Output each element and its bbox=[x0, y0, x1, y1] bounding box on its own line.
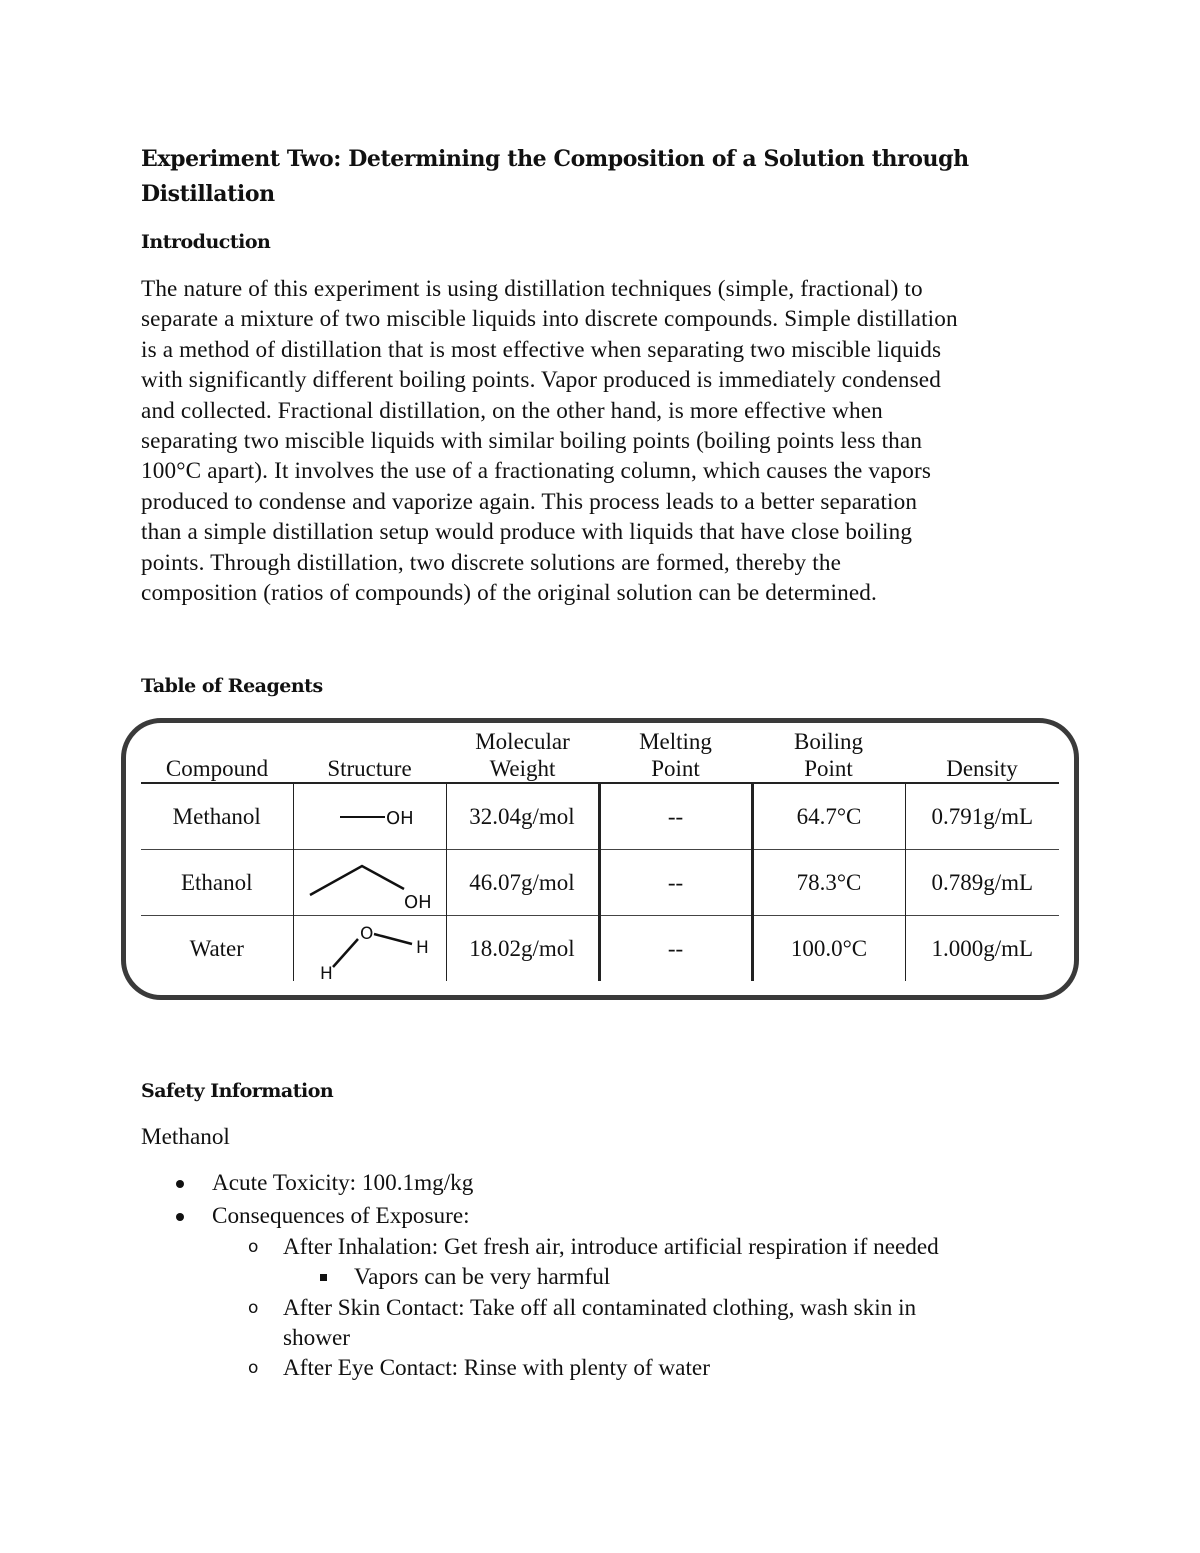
list-item: Acute Toxicity: 100.1mg/kg bbox=[141, 1168, 1081, 1198]
safety-heading: Safety Information bbox=[141, 1080, 334, 1102]
cell-compound: Water bbox=[141, 916, 293, 982]
cell-density: 0.789g/mL bbox=[905, 850, 1059, 916]
cell-boiling-point: 100.0°C bbox=[752, 916, 905, 982]
intro-line: with significantly different boiling points. Vapor produced is immediately condensed bbox=[141, 367, 941, 394]
inhalation-sublist bbox=[283, 1262, 1081, 1292]
header-boiling-point: Boiling Point bbox=[752, 724, 905, 783]
water-structure-icon bbox=[300, 917, 440, 981]
svg-text:OH: OH bbox=[403, 891, 432, 913]
list-item: o After Eye Contact: Rinse with plenty of water bbox=[212, 1353, 1081, 1383]
intro-line: 100°C apart). It involves the use of a fractionating column, which causes the vapors bbox=[141, 458, 932, 485]
safety-list bbox=[141, 1168, 1081, 1384]
introduction-heading: Introduction bbox=[141, 231, 271, 253]
intro-line: separate a mixture of two miscible liquids into discrete compounds. Simple distillation bbox=[141, 306, 958, 333]
intro-line: and collected. Fractional distillation, on the other hand, is more effective when bbox=[141, 397, 883, 424]
cell-compound: Ethanol bbox=[141, 850, 293, 916]
document-title: Experiment Two: Determining the Composition of a Solution through Distillation bbox=[141, 146, 969, 207]
list-item: o After Inhalation: Get fresh air, introduce artificial respiration if needed Vapors can be very harmful bbox=[212, 1232, 1081, 1293]
intro-line: produced to condense and vaporize again. This process leads to a better separation bbox=[141, 488, 918, 515]
cell-melting-point: -- bbox=[599, 916, 752, 982]
cell-boiling-point: 64.7°C bbox=[752, 783, 905, 850]
svg-text:H: H bbox=[415, 937, 429, 958]
cell-structure bbox=[293, 916, 446, 982]
table-row bbox=[141, 916, 1059, 982]
list-item: Vapors can be very harmful bbox=[283, 1262, 1081, 1292]
table-row bbox=[141, 783, 1059, 850]
table-row bbox=[141, 850, 1059, 916]
cell-structure bbox=[293, 783, 446, 850]
table-header-row bbox=[141, 724, 1059, 783]
intro-line: composition (ratios of compounds) of the original solution can be determined. bbox=[141, 580, 878, 607]
cell-melting-point: -- bbox=[599, 783, 752, 850]
reagents-heading: Table of Reagents bbox=[141, 675, 323, 697]
svg-text:H: H bbox=[319, 963, 333, 981]
cell-melting-point: -- bbox=[599, 850, 752, 916]
list-item: Consequences of Exposure: o After Inhalation: Get fresh air, introduce artificial respiration if needed Vapors can be very harmful o After Skin Contact: Take off all contaminated clothing, wash skin in shower o After Eye Contact: Rinse with plenty of water bbox=[141, 1201, 1081, 1383]
header-structure: Structure bbox=[293, 724, 446, 783]
cell-molecular-weight: 18.02g/mol bbox=[446, 916, 599, 982]
intro-line: is a method of distillation that is most effective when separating two miscible liquids bbox=[141, 336, 942, 363]
cell-molecular-weight: 32.04g/mol bbox=[446, 783, 599, 850]
ethanol-structure-icon bbox=[300, 853, 440, 913]
cell-compound: Methanol bbox=[172, 803, 261, 829]
svg-text:O: O bbox=[359, 923, 373, 944]
cell-density: 1.000g/mL bbox=[905, 916, 1059, 982]
list-item: o After Skin Contact: Take off all contaminated clothing, wash skin in shower bbox=[212, 1293, 1081, 1354]
intro-line: than a simple distillation setup would produce with liquids that have close boiling bbox=[141, 519, 913, 546]
header-compound: Compound bbox=[141, 724, 293, 783]
intro-line: separating two miscible liquids with similar boiling points (boiling points less than bbox=[141, 428, 923, 455]
safety-compound: Methanol bbox=[141, 1124, 230, 1150]
svg-text:OH: OH bbox=[385, 807, 414, 829]
header-density: Density bbox=[905, 724, 1059, 783]
intro-line: points. Through distillation, two discrete solutions are formed, thereby the bbox=[141, 549, 842, 576]
cell-molecular-weight: 46.07g/mol bbox=[446, 850, 599, 916]
header-melting-point: Melting Point bbox=[599, 724, 752, 783]
exposure-sublist bbox=[212, 1232, 1081, 1384]
cell-structure bbox=[293, 850, 446, 916]
intro-line: The nature of this experiment is using distillation techniques (simple, fractional) to bbox=[141, 276, 923, 302]
methanol-structure-icon bbox=[310, 792, 430, 842]
reagents-table bbox=[141, 724, 1059, 981]
header-molecular-weight: Molecular Weight bbox=[446, 724, 599, 783]
cell-density: 0.791g/mL bbox=[905, 783, 1059, 850]
introduction-paragraph bbox=[141, 274, 1061, 608]
cell-boiling-point: 78.3°C bbox=[752, 850, 905, 916]
